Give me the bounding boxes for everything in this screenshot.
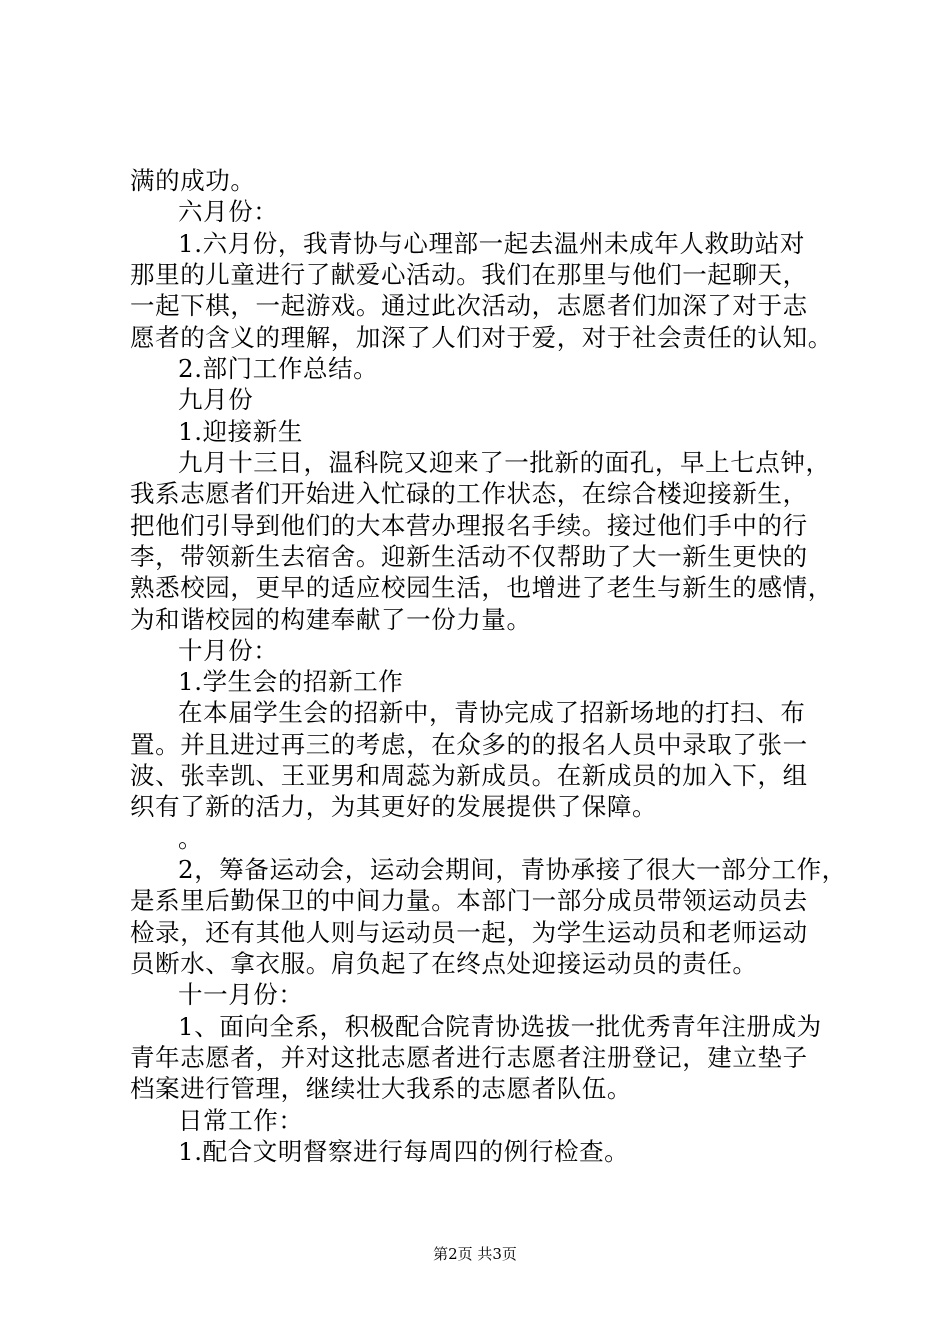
text-line: 是系里后勤保卫的中间力量。本部门一部分成员带领运动员去 [130, 886, 808, 915]
page-footer: 第2页 共3页 [433, 1245, 517, 1263]
text-line: 九月份 [178, 385, 254, 414]
text-line: 把他们引导到他们的大本营办理报名手续。接过他们手中的行 [130, 511, 808, 540]
text-line: 。 [178, 824, 204, 853]
text-line: 李，带领新生去宿舍。迎新生活动不仅帮助了大一新生更快的 [130, 542, 808, 571]
text-line: 愿者的含义的理解，加深了人们对于爱，对于社会责任的认知。 [130, 323, 833, 352]
text-line: 档案进行管理，继续壮大我系的志愿者队伍。 [130, 1074, 632, 1103]
text-line: 熟悉校园，更早的适应校园生活，也增进了老生与新生的感情， [130, 573, 833, 602]
text-line: 一起下棋，一起游戏。通过此次活动，志愿者们加深了对于志 [130, 291, 808, 320]
text-line: 2，筹备运动会，运动会期间，青协承接了很大一部分工作， [178, 855, 847, 884]
text-line: 日常工作： [178, 1106, 304, 1135]
text-line: 我系志愿者们开始进入忙碌的工作状态，在综合楼迎接新生， [130, 479, 808, 508]
text-line: 青年志愿者，并对这批志愿者进行志愿者注册登记，建立垫子 [130, 1043, 808, 1072]
text-line: 十一月份： [178, 980, 304, 1009]
text-line: 员断水、拿衣服。肩负起了在终点处迎接运动员的责任。 [130, 949, 758, 978]
text-line: 1、面向全系，积极配合院青协选拔一批优秀青年注册成为 [178, 1012, 822, 1041]
text-line: 十月份： [178, 636, 279, 665]
text-line: 1.迎接新生 [178, 417, 303, 446]
text-line: 九月十三日，温科院又迎来了一批新的面孔，早上七点钟， [178, 448, 831, 477]
text-line: 1.六月份，我青协与心理部一起去温州未成年人救助站对 [178, 229, 805, 258]
text-line: 2.部门工作总结。 [178, 354, 379, 383]
text-line: 波、张幸凯、王亚男和周蕊为新成员。在新成员的加入下，组 [130, 761, 808, 790]
text-line: 1.配合文明督察进行每周四的例行检查。 [178, 1137, 630, 1166]
text-line: 那里的儿童进行了献爱心活动。我们在那里与他们一起聊天， [130, 260, 808, 289]
text-line: 为和谐校园的构建奉献了一份力量。 [130, 605, 532, 634]
text-line: 满的成功。 [130, 166, 256, 195]
text-line: 1.学生会的招新工作 [178, 667, 404, 696]
text-line: 检录，还有其他人则与运动员一起，为学生运动员和老师运动 [130, 918, 808, 947]
text-line: 六月份： [178, 197, 279, 226]
text-line: 织有了新的活力，为其更好的发展提供了保障。 [130, 792, 658, 821]
text-line: 置。并且进过再三的考虑，在众多的的报名人员中录取了张一 [130, 730, 808, 759]
text-line: 在本届学生会的招新中，青协完成了招新场地的打扫、布 [178, 698, 806, 727]
